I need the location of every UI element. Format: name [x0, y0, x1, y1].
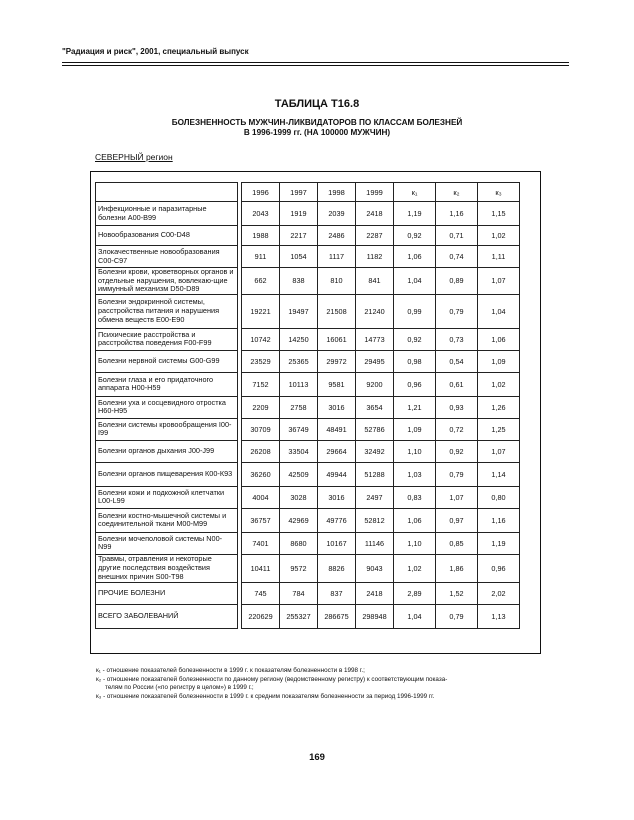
column-header: к₁	[394, 183, 436, 202]
ratio-value-cell: 1,10	[394, 440, 436, 462]
year-value-cell: 52812	[356, 508, 394, 532]
year-value-cell: 36749	[280, 418, 318, 440]
ratio-value-cell: 0,92	[394, 328, 436, 350]
year-value-cell: 49776	[318, 508, 356, 532]
ratio-value-cell: 1,09	[394, 418, 436, 440]
year-value-cell: 36260	[242, 462, 280, 486]
ratio-value-cell: 0,61	[436, 372, 478, 396]
ratio-value-cell: 1,16	[478, 508, 520, 532]
table-row	[96, 554, 520, 582]
running-head: "Радиация и риск", 2001, специальный выпуск	[62, 47, 249, 56]
ratio-value-cell: 0,74	[436, 246, 478, 268]
ratio-value-cell: 0,92	[436, 440, 478, 462]
year-value-cell: 33504	[280, 440, 318, 462]
ratio-value-cell: 0,71	[436, 226, 478, 246]
year-value-cell: 220629	[242, 604, 280, 628]
head-rule-bottom	[62, 65, 569, 66]
year-value-cell: 745	[242, 582, 280, 604]
table-body	[96, 183, 520, 629]
year-value-cell: 9043	[356, 554, 394, 582]
ratio-value-cell: 1,04	[478, 294, 520, 328]
year-value-cell: 286675	[318, 604, 356, 628]
subtitle-line-2: В 1996-1999 гг. (НА 100000 МУЖЧИН)	[243, 128, 391, 137]
year-value-cell: 30709	[242, 418, 280, 440]
table-row	[96, 582, 520, 604]
table-row	[96, 294, 520, 328]
morbidity-table	[95, 182, 520, 629]
ratio-value-cell: 0,85	[436, 532, 478, 554]
column-header: к₃	[478, 183, 520, 202]
ratio-value-cell: 0,97	[436, 508, 478, 532]
year-value-cell: 3016	[318, 486, 356, 508]
ratio-value-cell: 1,19	[478, 532, 520, 554]
column-header: 1996	[242, 183, 280, 202]
year-value-cell: 8680	[280, 532, 318, 554]
ratio-value-cell: 1,07	[478, 440, 520, 462]
year-value-cell: 810	[318, 268, 356, 295]
table-header-row	[96, 183, 520, 202]
disease-class-cell: Болезни уха и сосцевидного отростка Н60-Н95	[96, 396, 238, 418]
region-label: СЕВЕРНЫЙ регион	[95, 152, 173, 162]
table-row	[96, 508, 520, 532]
ratio-value-cell: 1,10	[394, 532, 436, 554]
footnote: к₃ - отношение показателей болезненности в 1999 г. к средним показателям болезненности за период 1996-1999 гг.	[96, 692, 435, 700]
disease-class-cell: Болезни глаза и его придаточного аппарата Н00-Н59	[96, 372, 238, 396]
year-value-cell: 3028	[280, 486, 318, 508]
year-value-cell: 21240	[356, 294, 394, 328]
disease-class-cell: Психические расстройства и расстройства поведения F00-F99	[96, 328, 238, 350]
year-value-cell: 7152	[242, 372, 280, 396]
year-value-cell: 23529	[242, 350, 280, 372]
table-row	[96, 202, 520, 226]
year-value-cell: 1054	[280, 246, 318, 268]
year-value-cell: 51288	[356, 462, 394, 486]
year-value-cell: 32492	[356, 440, 394, 462]
year-value-cell: 3654	[356, 396, 394, 418]
ratio-value-cell: 1,02	[478, 226, 520, 246]
ratio-value-cell: 0,83	[394, 486, 436, 508]
table-row	[96, 396, 520, 418]
year-value-cell: 42509	[280, 462, 318, 486]
ratio-value-cell: 1,04	[394, 268, 436, 295]
year-value-cell: 2418	[356, 582, 394, 604]
year-value-cell: 42969	[280, 508, 318, 532]
ratio-value-cell: 1,21	[394, 396, 436, 418]
column-header: 1997	[280, 183, 318, 202]
year-value-cell: 911	[242, 246, 280, 268]
year-value-cell: 298948	[356, 604, 394, 628]
disease-class-cell: Травмы, отравления и некоторые другие последствия воздействия внешних причин S00-T98	[96, 554, 238, 582]
table-row	[96, 246, 520, 268]
year-value-cell: 10742	[242, 328, 280, 350]
disease-class-cell: Болезни крови, кроветворных органов и отдельные нарушения, вовлекаю-щие иммунный механизм D50-D89	[96, 268, 238, 295]
header-blank-cell	[96, 183, 238, 202]
ratio-value-cell: 0,79	[436, 294, 478, 328]
disease-class-cell: Болезни кожи и подкожной клетчатки L00-L99	[96, 486, 238, 508]
year-value-cell: 29664	[318, 440, 356, 462]
year-value-cell: 9200	[356, 372, 394, 396]
year-value-cell: 2287	[356, 226, 394, 246]
year-value-cell: 1182	[356, 246, 394, 268]
year-value-cell: 3016	[318, 396, 356, 418]
year-value-cell: 26208	[242, 440, 280, 462]
table-row	[96, 486, 520, 508]
year-value-cell: 21508	[318, 294, 356, 328]
ratio-value-cell: 0,96	[394, 372, 436, 396]
footnote: к₁ - отношение показателей болезненности в 1999 г. к показателям болезненности в 1998 г.;	[96, 667, 365, 674]
year-value-cell: 10411	[242, 554, 280, 582]
year-value-cell: 784	[280, 582, 318, 604]
ratio-value-cell: 0,54	[436, 350, 478, 372]
ratio-value-cell: 0,89	[436, 268, 478, 295]
ratio-value-cell: 1,26	[478, 396, 520, 418]
table-row	[96, 350, 520, 372]
ratio-value-cell: 1,06	[394, 246, 436, 268]
ratio-value-cell: 0,80	[478, 486, 520, 508]
year-value-cell: 2497	[356, 486, 394, 508]
footnotes	[96, 667, 546, 701]
disease-class-cell: ПРОЧИЕ БОЛЕЗНИ	[96, 582, 238, 604]
year-value-cell: 1117	[318, 246, 356, 268]
table-row	[96, 604, 520, 628]
table-row	[96, 268, 520, 295]
ratio-value-cell: 1,07	[436, 486, 478, 508]
year-value-cell: 1988	[242, 226, 280, 246]
disease-class-cell: ВСЕГО ЗАБОЛЕВАНИЙ	[96, 604, 238, 628]
ratio-value-cell: 1,03	[394, 462, 436, 486]
year-value-cell: 16061	[318, 328, 356, 350]
ratio-value-cell: 0,98	[394, 350, 436, 372]
ratio-value-cell: 1,02	[394, 554, 436, 582]
footnote: к₂ - отношение показателей болезненности по данному региону (ведомственному регистру) к соответствующим показа-	[96, 675, 448, 683]
head-rule-top	[62, 62, 569, 63]
ratio-value-cell: 0,92	[394, 226, 436, 246]
year-value-cell: 9581	[318, 372, 356, 396]
year-value-cell: 2758	[280, 396, 318, 418]
year-value-cell: 14250	[280, 328, 318, 350]
table-row	[96, 226, 520, 246]
year-value-cell: 25365	[280, 350, 318, 372]
year-value-cell: 48491	[318, 418, 356, 440]
year-value-cell: 29495	[356, 350, 394, 372]
ratio-value-cell: 0,99	[394, 294, 436, 328]
ratio-value-cell: 0,72	[436, 418, 478, 440]
year-value-cell: 10113	[280, 372, 318, 396]
year-value-cell: 4004	[242, 486, 280, 508]
table-row	[96, 328, 520, 350]
table-title: ТАБЛИЦА Т16.8	[274, 98, 360, 110]
ratio-value-cell: 1,06	[394, 508, 436, 532]
year-value-cell: 838	[280, 268, 318, 295]
disease-class-cell: Болезни костно-мышечной системы и соединительной ткани M00-M99	[96, 508, 238, 532]
year-value-cell: 10167	[318, 532, 356, 554]
disease-class-cell: Новообразования С00-D48	[96, 226, 238, 246]
ratio-value-cell: 1,13	[478, 604, 520, 628]
page-number: 169	[309, 752, 325, 763]
year-value-cell: 29972	[318, 350, 356, 372]
disease-class-cell: Болезни мочеполовой системы N00-N99	[96, 532, 238, 554]
year-value-cell: 662	[242, 268, 280, 295]
table-row	[96, 532, 520, 554]
ratio-value-cell: 1,04	[394, 604, 436, 628]
footnote: телям по России («по регистру в целом») в 1999 г.;	[105, 684, 254, 692]
year-value-cell: 49944	[318, 462, 356, 486]
year-value-cell: 14773	[356, 328, 394, 350]
year-value-cell: 7401	[242, 532, 280, 554]
ratio-value-cell: 1,02	[478, 372, 520, 396]
year-value-cell: 255327	[280, 604, 318, 628]
ratio-value-cell: 1,07	[478, 268, 520, 295]
table-row	[96, 440, 520, 462]
ratio-value-cell: 0,93	[436, 396, 478, 418]
year-value-cell: 1919	[280, 202, 318, 226]
disease-class-cell: Болезни органов дыхания J00-J99	[96, 440, 238, 462]
disease-class-cell: Болезни нервной системы G00-G99	[96, 350, 238, 372]
year-value-cell: 2217	[280, 226, 318, 246]
disease-class-cell: Инфекционные и паразитарные болезни А00-В99	[96, 202, 238, 226]
year-value-cell: 2209	[242, 396, 280, 418]
table-row	[96, 462, 520, 486]
disease-class-cell: Болезни эндокринной системы, расстройства питания и нарушения обмена веществ Е00-Е90	[96, 294, 238, 328]
year-value-cell: 19221	[242, 294, 280, 328]
ratio-value-cell: 0,96	[478, 554, 520, 582]
ratio-value-cell: 1,11	[478, 246, 520, 268]
year-value-cell: 2043	[242, 202, 280, 226]
ratio-value-cell: 1,16	[436, 202, 478, 226]
ratio-value-cell: 0,79	[436, 462, 478, 486]
ratio-value-cell: 2,02	[478, 582, 520, 604]
ratio-value-cell: 1,06	[478, 328, 520, 350]
table-row	[96, 418, 520, 440]
subtitle-line-1: БОЛЕЗНЕННОСТЬ МУЖЧИН-ЛИКВИДАТОРОВ ПО КЛАССАМ БОЛЕЗНЕЙ	[171, 118, 463, 127]
year-value-cell: 2486	[318, 226, 356, 246]
table-subtitle	[0, 118, 634, 138]
column-header: к₂	[436, 183, 478, 202]
year-value-cell: 2418	[356, 202, 394, 226]
disease-class-cell: Злокачественные новообразования С00-С97	[96, 246, 238, 268]
year-value-cell: 52786	[356, 418, 394, 440]
year-value-cell: 8826	[318, 554, 356, 582]
ratio-value-cell: 1,19	[394, 202, 436, 226]
column-header: 1999	[356, 183, 394, 202]
ratio-value-cell: 1,09	[478, 350, 520, 372]
year-value-cell: 9572	[280, 554, 318, 582]
year-value-cell: 841	[356, 268, 394, 295]
disease-class-cell: Болезни системы кровообращения I00-I99	[96, 418, 238, 440]
year-value-cell: 36757	[242, 508, 280, 532]
ratio-value-cell: 0,79	[436, 604, 478, 628]
year-value-cell: 19497	[280, 294, 318, 328]
ratio-value-cell: 1,15	[478, 202, 520, 226]
ratio-value-cell: 1,52	[436, 582, 478, 604]
column-header: 1998	[318, 183, 356, 202]
table-row	[96, 372, 520, 396]
year-value-cell: 2039	[318, 202, 356, 226]
ratio-value-cell: 1,25	[478, 418, 520, 440]
ratio-value-cell: 1,14	[478, 462, 520, 486]
year-value-cell: 11146	[356, 532, 394, 554]
ratio-value-cell: 1,86	[436, 554, 478, 582]
ratio-value-cell: 2,89	[394, 582, 436, 604]
year-value-cell: 837	[318, 582, 356, 604]
ratio-value-cell: 0,73	[436, 328, 478, 350]
disease-class-cell: Болезни органов пищеварения К00-К93	[96, 462, 238, 486]
